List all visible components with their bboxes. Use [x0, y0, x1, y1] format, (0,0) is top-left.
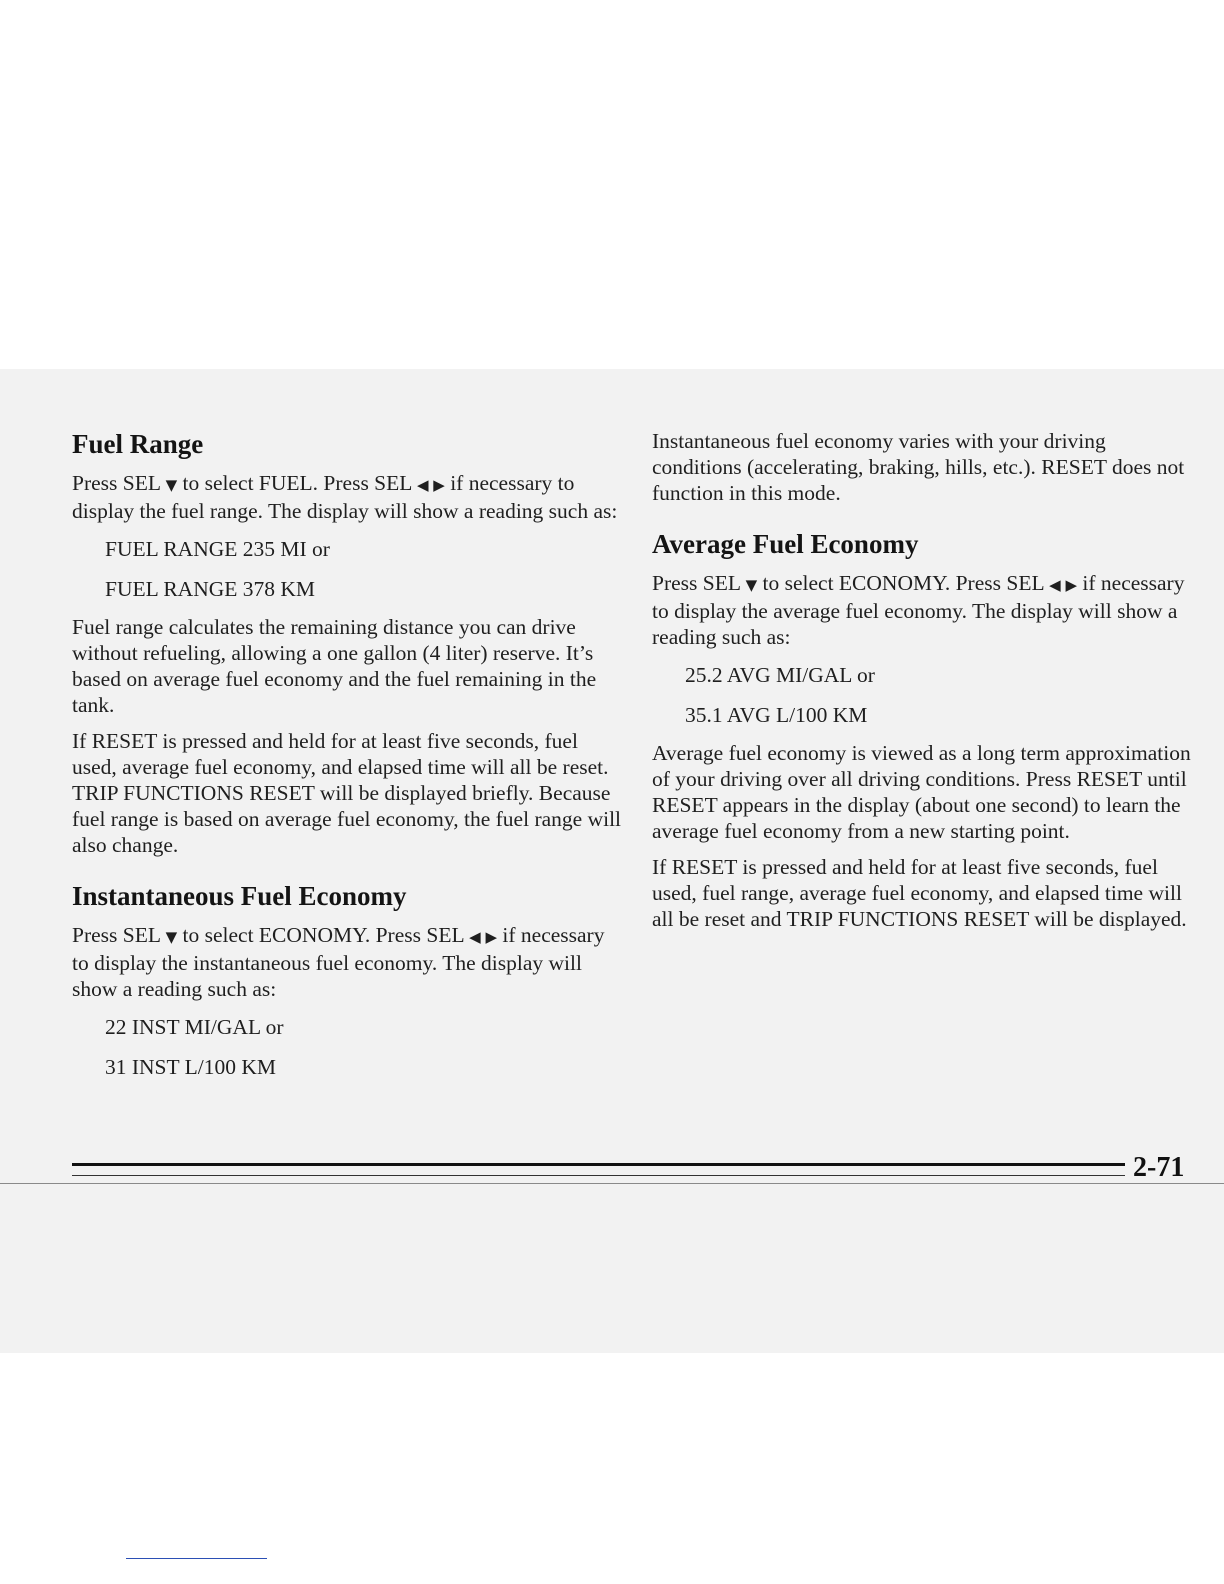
display-reading: FUEL RANGE 235 MI or	[105, 537, 330, 561]
text-segment: Press SEL	[652, 571, 741, 595]
left-right-arrows-icon: ◀ ▶	[469, 928, 498, 946]
paragraph-instantaneous-instructions	[72, 922, 622, 1002]
text-segment: Press SEL	[72, 923, 161, 947]
text-segment: to select FUEL. Press SEL	[182, 471, 412, 495]
section-instantaneous-fuel-economy	[72, 880, 622, 1082]
heading-instantaneous-fuel-economy: Instantaneous Fuel Economy	[72, 881, 407, 911]
right-column	[652, 428, 1197, 942]
paragraph-average-reset: If RESET is pressed and held for at least five seconds, fuel used, fuel range, average fuel economy, and elapsed time will all be reset and TRIP FUNCTIONS RESET will be displayed.	[652, 855, 1187, 931]
blue-underline-mark	[126, 1558, 267, 1559]
down-arrow-icon: ▼	[165, 928, 178, 946]
display-reading: FUEL RANGE 378 KM	[105, 577, 316, 601]
heading-average-fuel-economy: Average Fuel Economy	[652, 529, 919, 559]
display-reading: 22 INST MI/GAL or	[105, 1015, 284, 1039]
display-reading: 25.2 AVG MI/GAL or	[685, 663, 875, 687]
text-segment: to select ECONOMY. Press SEL	[182, 923, 464, 947]
down-arrow-icon: ▼	[745, 576, 758, 594]
text-segment: Press SEL	[72, 471, 161, 495]
page-edge-rule	[0, 1183, 1224, 1184]
left-right-arrows-icon: ◀ ▶	[416, 476, 445, 494]
down-arrow-icon: ▼	[165, 476, 178, 494]
section-fuel-range	[72, 428, 622, 858]
page-number: 2-71	[1133, 1152, 1185, 1183]
paragraph-fuel-range-reset: If RESET is pressed and held for at least five seconds, fuel used, average fuel economy, and elapsed time will all be reset. TRIP FUNCTIONS RESET will be displayed briefly. Because fuel range is based on average fuel economy, the fuel range will also change.	[72, 729, 622, 857]
footer-rule-thick	[72, 1163, 1125, 1166]
text-segment: if necessary to display the fuel range. The display will show a reading such as:	[72, 471, 618, 523]
paragraph-fuel-range-description: Fuel range calculates the remaining distance you can drive without refueling, allowing a one gallon (4 liter) reserve. It’s based on average fuel economy and the fuel remaining in the tank.	[72, 615, 597, 717]
paragraph-average-instructions	[652, 570, 1197, 650]
text-segment: if necessary to display the instantaneous fuel economy. The display will show a reading such as:	[72, 923, 605, 1001]
paragraph-fuel-range-instructions	[72, 470, 622, 524]
text-segment: to select ECONOMY. Press SEL	[762, 571, 1044, 595]
display-reading: 31 INST L/100 KM	[105, 1055, 277, 1079]
heading-fuel-range: Fuel Range	[72, 429, 204, 459]
text-segment: if necessary to display the average fuel economy. The display will show a reading such as:	[652, 571, 1185, 649]
section-average-fuel-economy	[652, 528, 1197, 932]
display-reading: 35.1 AVG L/100 KM	[685, 703, 868, 727]
paragraph-instantaneous-varies: Instantaneous fuel economy varies with your driving conditions (accelerating, braking, hills, etc.). RESET does not function in this mode.	[652, 429, 1185, 505]
footer-rule-thin	[72, 1175, 1125, 1176]
left-right-arrows-icon: ◀ ▶	[1049, 576, 1078, 594]
left-column	[72, 428, 622, 1092]
paragraph-average-description: Average fuel economy is viewed as a long term approximation of your driving over all driving conditions. Press RESET until RESET appears in the display (about one second) to learn the average fuel economy from a new starting point.	[652, 741, 1191, 843]
